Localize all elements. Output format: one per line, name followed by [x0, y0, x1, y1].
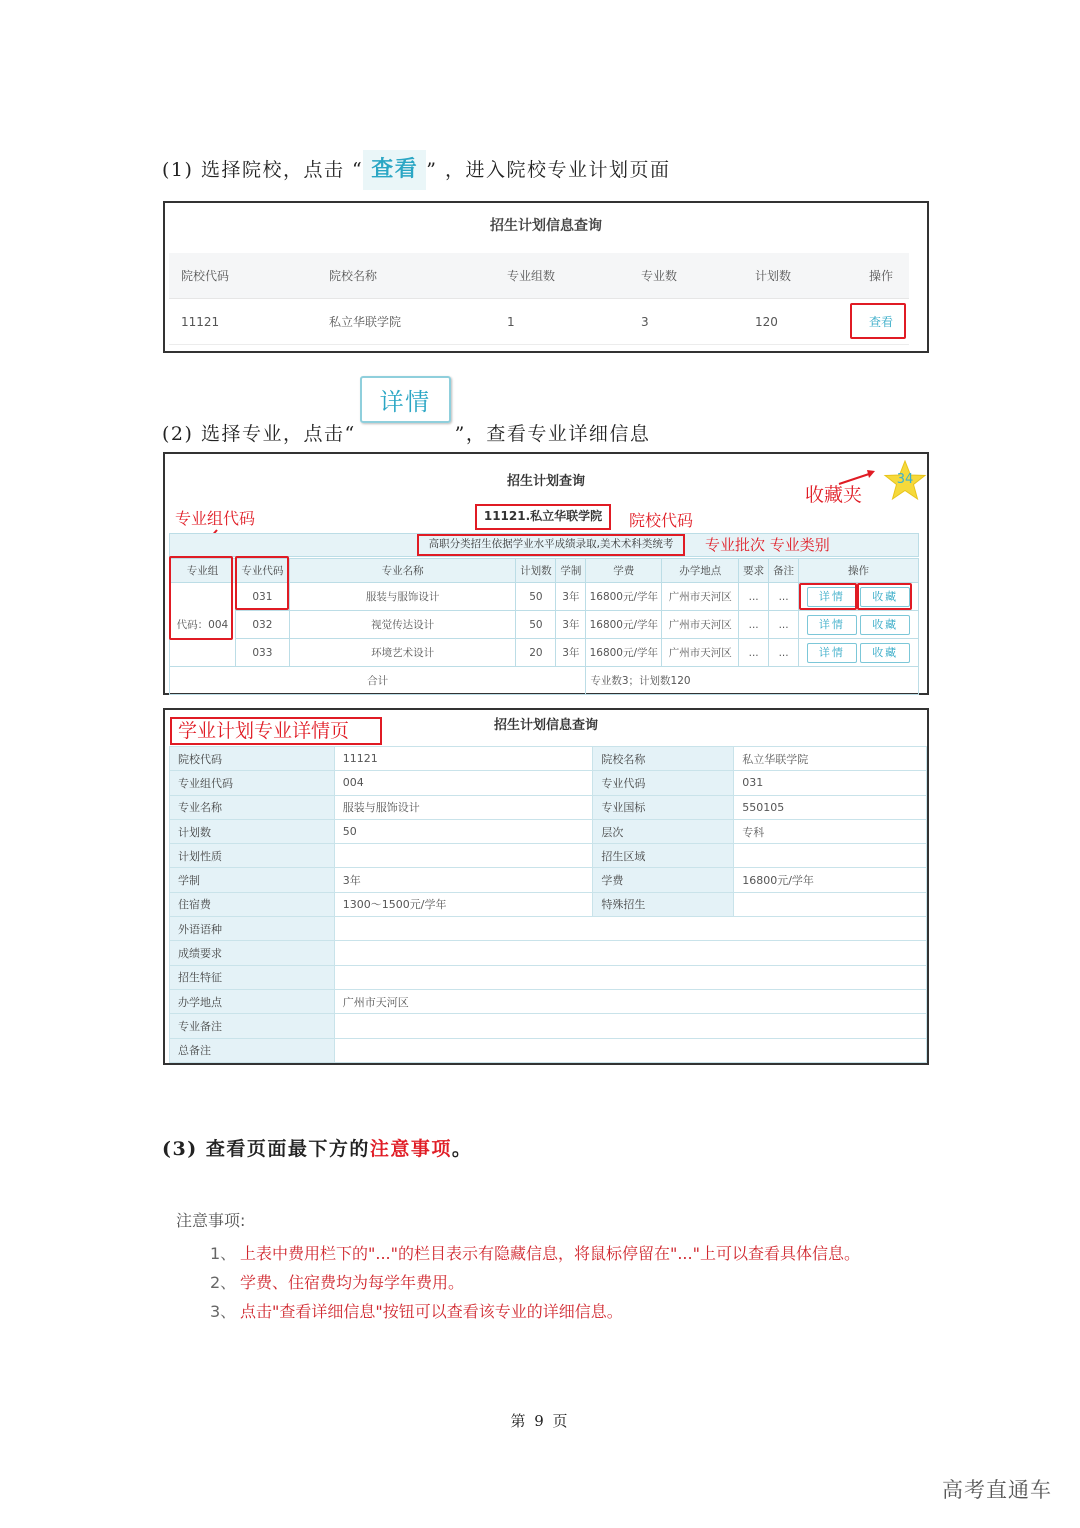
col-school-code: 院校代码: [181, 269, 230, 283]
action-cell: [799, 611, 919, 639]
tuition: 16800元/学年: [586, 583, 662, 611]
note-number: 3、: [210, 1302, 237, 1321]
location: 广州市天河区: [662, 639, 739, 667]
duration: 3年: [556, 639, 586, 667]
th-remark: 备注: [769, 559, 799, 583]
school-name: 私立华联学院: [329, 315, 402, 329]
table-row: [170, 868, 927, 892]
total-label: 合计: [170, 667, 586, 695]
col-plan-count: 计划数: [755, 269, 792, 283]
table-row: [170, 819, 927, 843]
field-label: 计划数: [170, 819, 335, 843]
plan-count: 50: [516, 611, 556, 639]
col-school-name: 院校名称: [329, 269, 378, 283]
shot2-title: 招生计划查询: [506, 474, 585, 489]
shot1-title: 招生计划信息查询: [490, 218, 602, 234]
note-text: 点击"查看详细信息"按钮可以查看该专业的详细信息。: [240, 1302, 623, 1321]
th-location: 办学地点: [662, 559, 739, 583]
group-code-cell: 代码：004: [170, 583, 236, 667]
table-row: [170, 1014, 927, 1038]
field-label: 总备注: [170, 1038, 335, 1062]
field-value: 1300～1500元/学年: [334, 892, 593, 916]
field-value: 550105: [734, 795, 927, 819]
favorite-button[interactable]: 收藏: [860, 587, 910, 607]
field-label: 层次: [593, 819, 734, 843]
school-plan-query-screenshot: [163, 201, 929, 353]
th-requirement: 要求: [739, 559, 769, 583]
field-value: [334, 917, 926, 941]
major-name: 环境艺术设计: [289, 639, 516, 667]
field-value: 031: [734, 771, 927, 795]
major-code: 032: [235, 611, 289, 639]
major-name: 视觉传达设计: [289, 611, 516, 639]
group-highlight-box: [169, 556, 233, 640]
detail-highlight-box: [799, 583, 857, 610]
major-count: 3: [641, 314, 649, 329]
field-label: 院校代码: [170, 747, 335, 771]
note-number: 1、: [210, 1244, 237, 1263]
field-value: [334, 1038, 926, 1062]
view-highlight-box: [850, 303, 906, 339]
field-value: 004: [334, 771, 593, 795]
location: 广州市天河区: [662, 611, 739, 639]
field-value: [734, 892, 927, 916]
view-link[interactable]: 查看: [869, 315, 894, 329]
view-button-sample: 查看: [363, 150, 426, 190]
major-code: 031: [235, 583, 289, 611]
requirement[interactable]: ...: [739, 611, 769, 639]
field-label: 招生特征: [170, 965, 335, 989]
th-plan-count: 计划数: [516, 559, 556, 583]
major-code: 033: [235, 639, 289, 667]
field-label: 专业代码: [593, 771, 734, 795]
field-value: 3年: [334, 868, 593, 892]
step3-suffix: 。: [451, 1138, 473, 1160]
table-row: [170, 795, 927, 819]
th-group: 专业组: [170, 559, 236, 583]
duration: 3年: [556, 583, 586, 611]
table-row: [169, 299, 909, 345]
th-major-name: 专业名称: [289, 559, 516, 583]
page-number: 第 9 页: [510, 1412, 570, 1430]
notes-section: [176, 1208, 860, 1326]
school-code: 11121: [181, 314, 220, 329]
note-text: 学费、住宿费均为每学年费用。: [240, 1273, 465, 1292]
step2-suffix: ”，查看专业详细信息: [454, 423, 651, 445]
table-row: [170, 611, 919, 639]
table-row: [170, 1038, 927, 1062]
table-row: [170, 771, 927, 795]
field-label: 成绩要求: [170, 941, 335, 965]
annotation-batch-category: 专业批次 专业类别: [705, 536, 830, 554]
detail-button-sample: 详情: [360, 376, 451, 423]
red-arrow-icon: [837, 468, 877, 488]
list-item: [176, 1268, 860, 1297]
school-label: 11121.私立华联学院: [475, 504, 611, 530]
field-label: 学费: [593, 868, 734, 892]
table-row: [170, 747, 927, 771]
field-value: 16800元/学年: [734, 868, 927, 892]
favorite-button[interactable]: 收藏: [860, 643, 910, 663]
field-value: 11121: [334, 747, 593, 771]
step1-instruction: [162, 150, 671, 190]
total-value: 专业数3；计划数120: [586, 667, 919, 695]
step2-prefix: (2) 选择专业，点击“: [162, 423, 356, 445]
table-row: [170, 844, 927, 868]
plan-count: 120: [755, 314, 778, 329]
th-action: 操作: [799, 559, 919, 583]
annotation-school-code: 院校代码: [629, 511, 694, 530]
field-value: 专科: [734, 819, 927, 843]
step2-instruction: [162, 376, 651, 445]
th-tuition: 学费: [586, 559, 662, 583]
shot1-table-header: [169, 253, 909, 299]
table-row: [170, 989, 927, 1013]
annotation-favorites: 收藏夹: [805, 484, 863, 506]
field-value: 50: [334, 819, 593, 843]
table-row: [170, 639, 919, 667]
plan-count: 50: [516, 583, 556, 611]
total-row: [170, 667, 919, 695]
table-row: [170, 892, 927, 916]
location: 广州市天河区: [662, 583, 739, 611]
major-name: 服装与服饰设计: [289, 583, 516, 611]
requirement[interactable]: ...: [739, 639, 769, 667]
code-highlight-box: [235, 556, 289, 610]
detail-button[interactable]: 详情: [807, 615, 857, 635]
plan-count: 20: [516, 639, 556, 667]
batch-label: 高职分类招生依据学业水平成绩录取,美术术科类统考: [417, 534, 685, 556]
shot3-title: 招生计划信息查询: [493, 718, 598, 733]
step1-suffix: ” ，进入院校专业计划页面: [426, 159, 671, 181]
watermark: 高考直通车: [942, 1478, 1052, 1502]
th-duration: 学制: [556, 559, 586, 583]
field-value: 服装与服饰设计: [334, 795, 593, 819]
detail-table: [169, 746, 927, 1063]
notes-heading: 注意事项:: [176, 1211, 246, 1230]
table-row: [170, 917, 927, 941]
step3-instruction: [162, 1134, 472, 1161]
field-value: [334, 1014, 926, 1038]
major-detail-screenshot: [163, 708, 929, 1065]
remark[interactable]: ...: [769, 639, 799, 667]
field-label: 专业国标: [593, 795, 734, 819]
field-value: [334, 844, 593, 868]
remark[interactable]: ...: [769, 583, 799, 611]
field-label: 专业名称: [170, 795, 335, 819]
field-value: [334, 941, 926, 965]
field-label: 计划性质: [170, 844, 335, 868]
field-label: 专业备注: [170, 1014, 335, 1038]
col-action: 操作: [869, 269, 894, 283]
col-major-count: 专业数: [641, 269, 678, 283]
requirement[interactable]: ...: [739, 583, 769, 611]
note-number: 2、: [210, 1273, 237, 1292]
field-label: 外语语种: [170, 917, 335, 941]
step3-prefix: (3) 查看页面最下方的: [162, 1138, 370, 1160]
field-label: 特殊招生: [593, 892, 734, 916]
note-text: 上表中费用栏下的"..."的栏目表示有隐藏信息，将鼠标停留在"..."上可以查看具体信息。: [240, 1244, 860, 1263]
favorites-badge: 34: [896, 472, 914, 487]
favorite-highlight-box: [857, 583, 912, 610]
col-group-count: 专业组数: [507, 269, 556, 283]
list-item: [176, 1297, 860, 1326]
table-row: [170, 941, 927, 965]
duration: 3年: [556, 611, 586, 639]
field-label: 住宿费: [170, 892, 335, 916]
tuition: 16800元/学年: [586, 639, 662, 667]
favorite-button[interactable]: 收藏: [860, 615, 910, 635]
annotation-group-code: 专业组代码: [175, 509, 256, 528]
field-label: 招生区域: [593, 844, 734, 868]
remark[interactable]: ...: [769, 611, 799, 639]
field-label: 专业组代码: [170, 771, 335, 795]
field-label: 办学地点: [170, 989, 335, 1013]
major-plan-query-screenshot: [163, 452, 929, 695]
th-major-code: 专业代码: [235, 559, 289, 583]
field-value: 广州市天河区: [334, 989, 926, 1013]
step3-highlight: 注意事项: [369, 1138, 452, 1160]
table-row: [170, 965, 927, 989]
field-label: 学制: [170, 868, 335, 892]
detail-button[interactable]: 详情: [807, 587, 857, 607]
field-value: [334, 965, 926, 989]
group-count: 1: [507, 314, 515, 329]
action-cell: [799, 639, 919, 667]
field-label: 院校名称: [593, 747, 734, 771]
field-value: 私立华联学院: [734, 747, 927, 771]
field-value: [734, 844, 927, 868]
step1-prefix: (1) 选择院校，点击 “: [162, 159, 364, 181]
tuition: 16800元/学年: [586, 611, 662, 639]
list-item: [176, 1239, 860, 1268]
detail-button[interactable]: 详情: [807, 643, 857, 663]
detail-page-annotation: 学业计划专业详情页: [170, 717, 382, 745]
